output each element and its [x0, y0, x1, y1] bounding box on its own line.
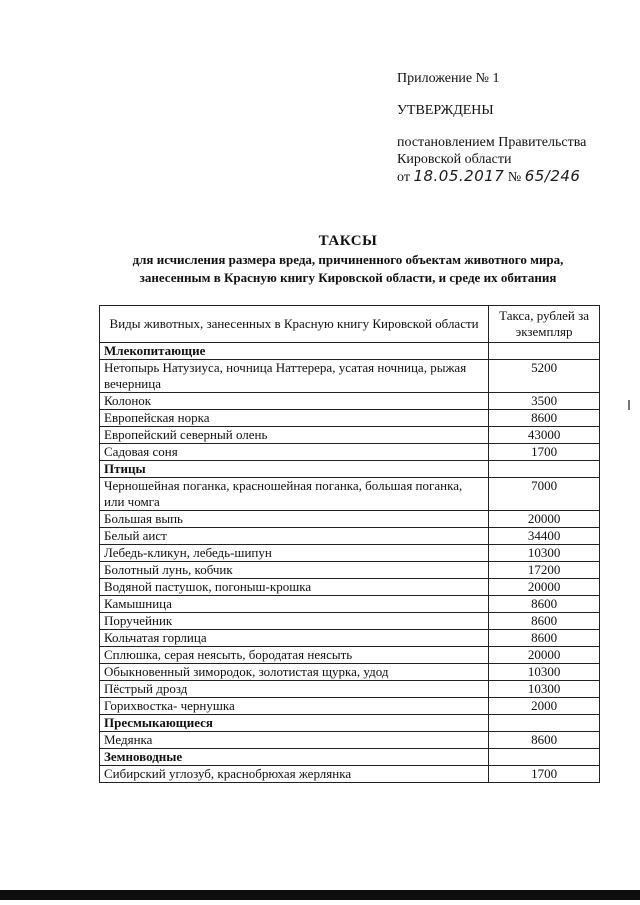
table-row	[100, 647, 600, 664]
table-row	[100, 511, 600, 528]
rate-value: 8600	[489, 613, 600, 630]
header-rate: Такса, рублей за экземпляр	[489, 306, 600, 343]
rate-value: 10300	[489, 664, 600, 681]
rate-value: 3500	[489, 393, 600, 410]
species-name: Пёстрый дрозд	[100, 681, 489, 698]
table-row	[100, 545, 600, 562]
category-row	[100, 461, 600, 478]
species-name: Болотный лунь, кобчик	[100, 562, 489, 579]
decree-line-2: Кировской области	[397, 152, 512, 167]
species-name: Нетопырь Натузиуса, ночница Наттерера, усатая ночница, рыжая вечерница	[100, 360, 489, 393]
decree-line-1: постановлением Правительства	[397, 135, 587, 150]
rate-value: 17200	[489, 562, 600, 579]
species-name: Садовая соня	[100, 444, 489, 461]
species-name: Кольчатая горлица	[100, 630, 489, 647]
rate-value: 8600	[489, 630, 600, 647]
rate-value: 10300	[489, 681, 600, 698]
species-name: Поручейник	[100, 613, 489, 630]
table-row	[100, 393, 600, 410]
rate-value: 2000	[489, 698, 600, 715]
appendix-label: Приложение № 1	[397, 71, 500, 86]
species-name: Горихвостка- чернушка	[100, 698, 489, 715]
rate-value: 8600	[489, 410, 600, 427]
table-row	[100, 528, 600, 545]
species-name: Колонок	[100, 393, 489, 410]
approved-label: УТВЕРЖДЕНЫ	[397, 103, 494, 118]
table-row	[100, 630, 600, 647]
table-row	[100, 562, 600, 579]
document-subtitle-line-2: занесенным в Красную книгу Кировской области, и среде их обитания	[139, 270, 557, 285]
table-row	[100, 613, 600, 630]
rate-value: 5200	[489, 360, 600, 393]
rate-value: 20000	[489, 647, 600, 664]
table-header-row	[100, 306, 600, 343]
date-prefix: от	[397, 170, 410, 185]
species-name: Сибирский углозуб, краснобрюхая жерлянка	[100, 766, 489, 783]
approval-block	[397, 70, 627, 186]
rate-value	[489, 715, 600, 732]
category-name: Млекопитающие	[100, 343, 489, 360]
table-row	[100, 410, 600, 427]
category-row	[100, 715, 600, 732]
species-name: Лебедь-кликун, лебедь-шипун	[100, 545, 489, 562]
rate-value	[489, 749, 600, 766]
species-name: Европейская норка	[100, 410, 489, 427]
table-row	[100, 579, 600, 596]
table-row	[100, 664, 600, 681]
rate-value: 34400	[489, 528, 600, 545]
rate-value: 20000	[489, 579, 600, 596]
title-block	[60, 232, 636, 286]
table-row	[100, 444, 600, 461]
species-name: Камышница	[100, 596, 489, 613]
species-name: Белый аист	[100, 528, 489, 545]
rate-value: 1700	[489, 444, 600, 461]
rate-value: 7000	[489, 478, 600, 511]
table-row	[100, 596, 600, 613]
table-row	[100, 732, 600, 749]
table-row	[100, 681, 600, 698]
species-name: Большая выпь	[100, 511, 489, 528]
rate-value	[489, 343, 600, 360]
rate-value: 20000	[489, 511, 600, 528]
rate-value: 8600	[489, 596, 600, 613]
category-row	[100, 749, 600, 766]
category-name: Птицы	[100, 461, 489, 478]
document-title: ТАКСЫ	[318, 233, 378, 249]
decree-date-line	[397, 168, 627, 186]
rate-value: 1700	[489, 766, 600, 783]
handwritten-number: 65/246	[524, 167, 581, 185]
handwritten-date: 18.05.2017	[413, 167, 505, 185]
category-name: Земноводные	[100, 749, 489, 766]
number-prefix: №	[507, 170, 522, 185]
table-row	[100, 427, 600, 444]
table-body	[100, 343, 600, 783]
species-name: Сплюшка, серая неясыть, бородатая неясыть	[100, 647, 489, 664]
species-name: Водяной пастушок, погоныш-крошка	[100, 579, 489, 596]
table-row	[100, 698, 600, 715]
category-row	[100, 343, 600, 360]
species-name: Медянка	[100, 732, 489, 749]
document-subtitle-line-1: для исчисления размера вреда, причиненного объектам животного мира,	[132, 252, 564, 267]
category-name: Пресмыкающиеся	[100, 715, 489, 732]
table-row	[100, 360, 600, 393]
table-row	[100, 766, 600, 783]
rate-value: 8600	[489, 732, 600, 749]
species-name: Обыкновенный зимородок, золотистая щурка, удод	[100, 664, 489, 681]
species-name: Европейский северный олень	[100, 427, 489, 444]
rate-value: 10300	[489, 545, 600, 562]
scan-edge-bar	[0, 890, 640, 900]
header-species: Виды животных, занесенных в Красную книгу Кировской области	[100, 306, 489, 343]
tax-rates-table	[99, 305, 600, 783]
species-name: Черношейная поганка, красношейная поганка, большая поганка, или чомга	[100, 478, 489, 511]
scan-mark	[628, 400, 630, 410]
table-row	[100, 478, 600, 511]
rate-value: 43000	[489, 427, 600, 444]
rate-value	[489, 461, 600, 478]
